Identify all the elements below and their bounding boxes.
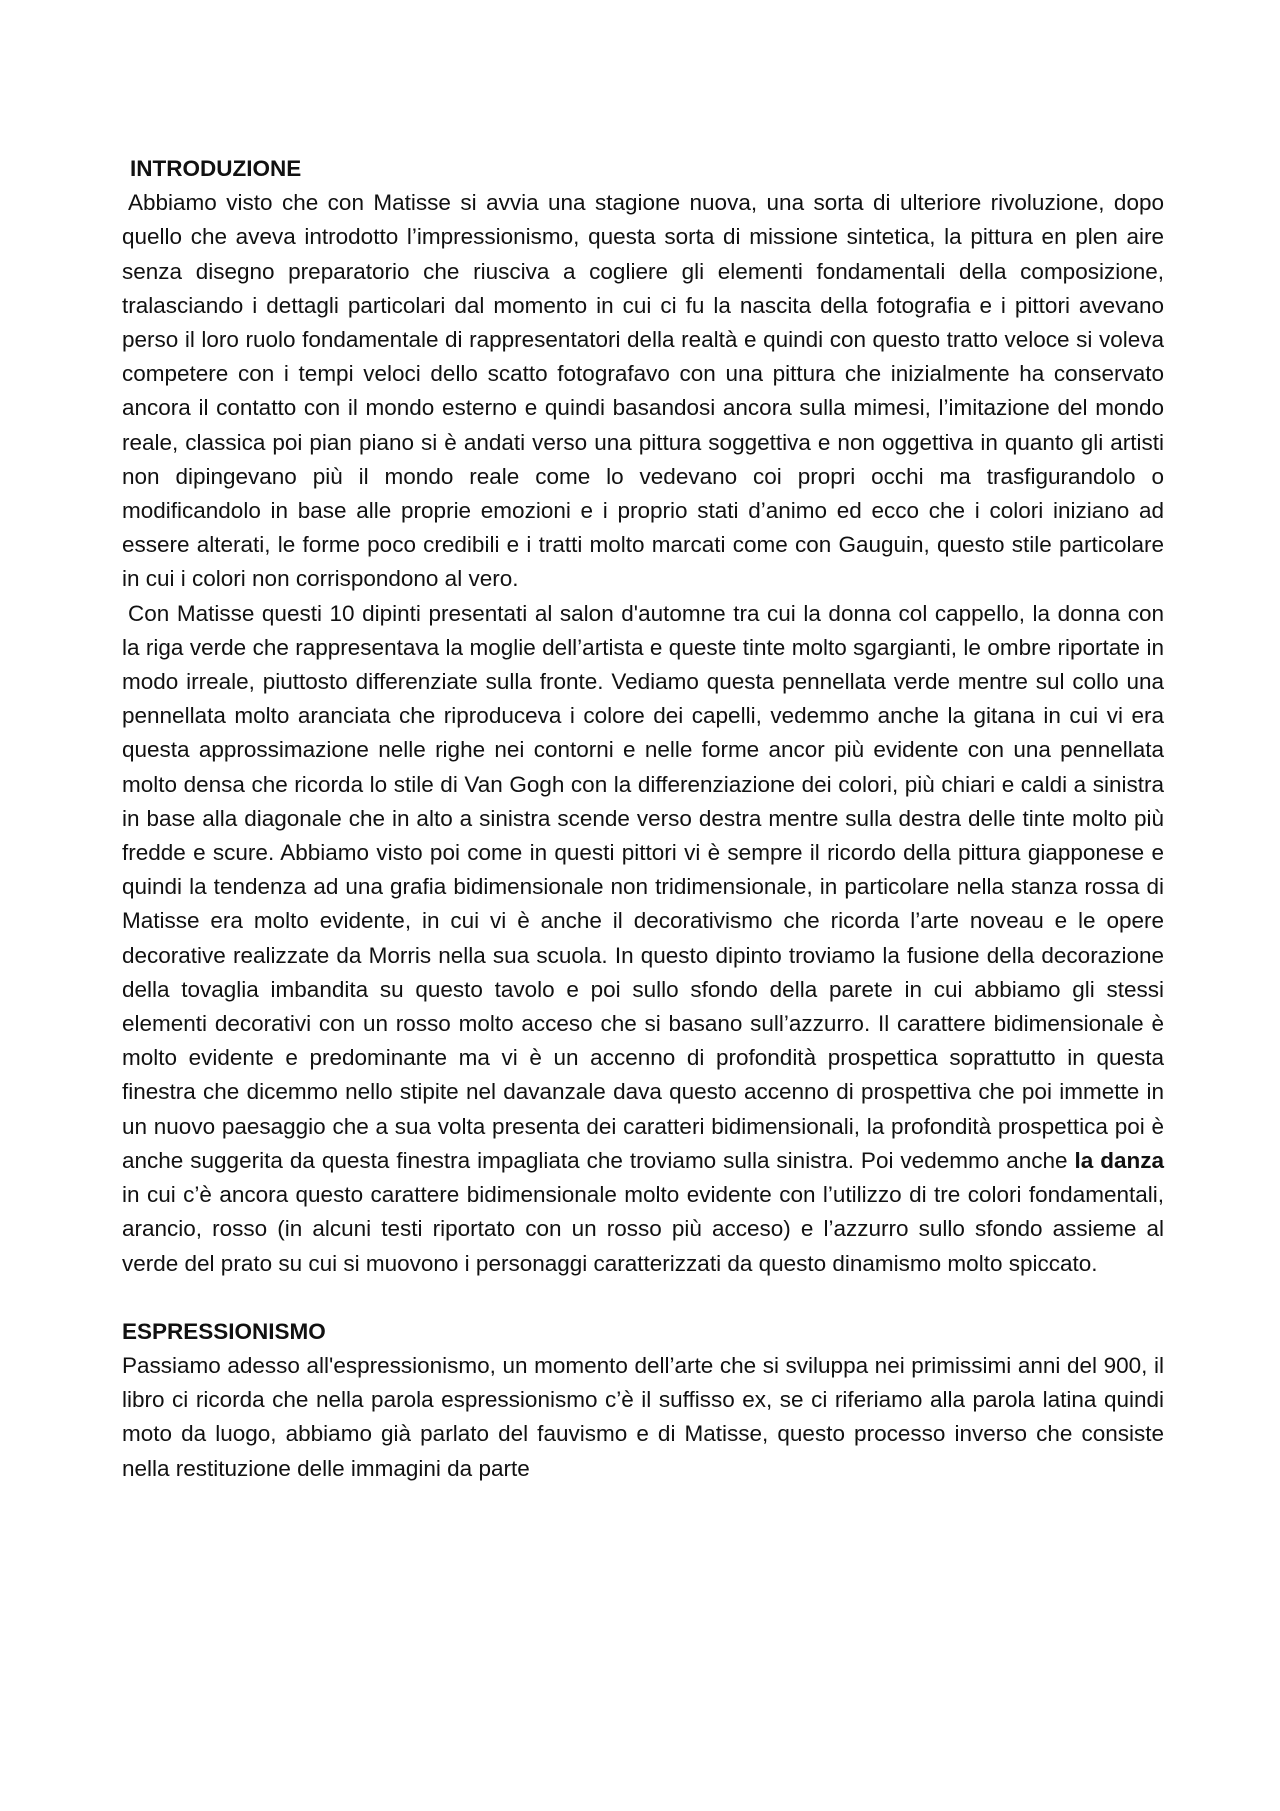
section-heading-espressionismo: ESPRESSIONISMO [122, 1318, 326, 1344]
section-heading-introduzione: INTRODUZIONE [130, 156, 302, 181]
intro-paragraph-2-text-before: Con Matisse questi 10 dipinti presentati al salon d'automne tra cui la donna col cappello, la donna con la riga verde che rappresentava la moglie dell’artista e queste tinte molto sgargianti, le ombre riportate in modo irreale, piuttosto differenziate sulla fronte. Vediamo questa pennellata verde mentre sul collo una pennellata molto aranciata che riproduceva i colore dei capelli, vedemmo anche la gitana in cui vi era questa approssimazione nelle righe nei contorni e nelle forme ancor più evidente con una pennellata molto densa che ricorda lo stile di Van Gogh con la differenziazione dei colori, più chiari e caldi a sinistra in base alla diagonale che in alto a sinistra scende verso destra mentre sulla destra delle tinte molto più fredde e scure. Abbiamo visto poi come in questi pittori vi è sempre il ricordo della pittura giapponese e quindi la tendenza ad una grafia bidimensionale non tridimensionale, in particolare nella stanza rossa di Matisse era molto evidente, in cui vi è anche il decorativismo che ricorda l’arte noveau e le opere decorative realizzate da Morris nella sua scuola. In questo dipinto troviamo la fusione della decorazione della tovaglia imbandita su questo tavolo e poi sullo sfondo della parete in cui abbiamo gli stessi elementi decorativi con un rosso molto acceso che si basano sull’azzurro. Il carattere bidimensionale è molto evidente e predominante ma vi è un accenno di profondità prospettica soprattutto in questa finestra che dicemmo nello stipite nel davanzale dava questo accenno di prospettiva che poi immette in un nuovo paesaggio che a sua volta presenta dei caratteri bidimensionali, la profondità prospettica poi è anche suggerita da questa finestra impagliata che troviamo sulla sinistra. Poi vedemmo anche [122, 600, 1164, 1173]
document-page [122, 152, 1164, 1486]
espressionismo-paragraph-1: Passiamo adesso all'espressionismo, un momento dell’arte che si sviluppa nei primissimi anni del 900, il libro ci ricorda che nella parola espressionismo c’è il suffisso ex, se ci riferiamo alla parola latina quindi moto da luogo, abbiamo già parlato del fauvismo e di Matisse, questo processo inverso che consiste nella restituzione delle immagini da parte [122, 1352, 1164, 1481]
intro-paragraph-2 [122, 597, 1164, 1281]
intro-paragraph-2-text-after: in cui c’è ancora questo carattere bidimensionale molto evidente con l’utilizzo di tre colori fondamentali, arancio, rosso (in alcuni testi riportato con un rosso più acceso) e l’azzurro sullo sfondo assieme al verde del prato su cui si muovono i personaggi caratterizzati da questo dinamismo molto spiccato. [122, 1182, 1164, 1276]
section-gap [122, 1281, 1164, 1315]
intro-paragraph-2-bold-term: la danza [1074, 1147, 1165, 1173]
intro-paragraph-1-text: Abbiamo visto che con Matisse si avvia una stagione nuova, una sorta di ulteriore rivoluzione, dopo quello che aveva introdotto l’impressionismo, questa sorta di missione sintetica, la pittura en plen aire senza disegno preparatorio che riusciva a cogliere gli elementi fondamentali della composizione, tralasciando i dettagli particolari dal momento in cui ci fu la nascita della fotografia e i pittori avevano perso il loro ruolo fondamentale di rappresentatori della realtà e quindi con questo tratto veloce si voleva competere con i tempi veloci dello scatto fotografavo con una pittura che inizialmente ha conservato ancora il contatto con il mondo esterno e quindi basandosi ancora sulla mimesi, l’imitazione del mondo reale, classica poi pian piano si è andati verso una pittura soggettiva e non oggettiva in quanto gli artisti non dipingevano più il mondo reale come lo vedevano coi propri occhi ma trasfigurandolo o modificandolo in base alle proprie emozioni e i proprio stati d’animo ed ecco che i colori iniziano ad essere alterati, le forme poco credibili e i tratti molto marcati come con Gauguin, questo stile particolare in cui i colori non corrispondono al vero. [122, 190, 1164, 592]
intro-paragraph-1 [122, 186, 1164, 596]
